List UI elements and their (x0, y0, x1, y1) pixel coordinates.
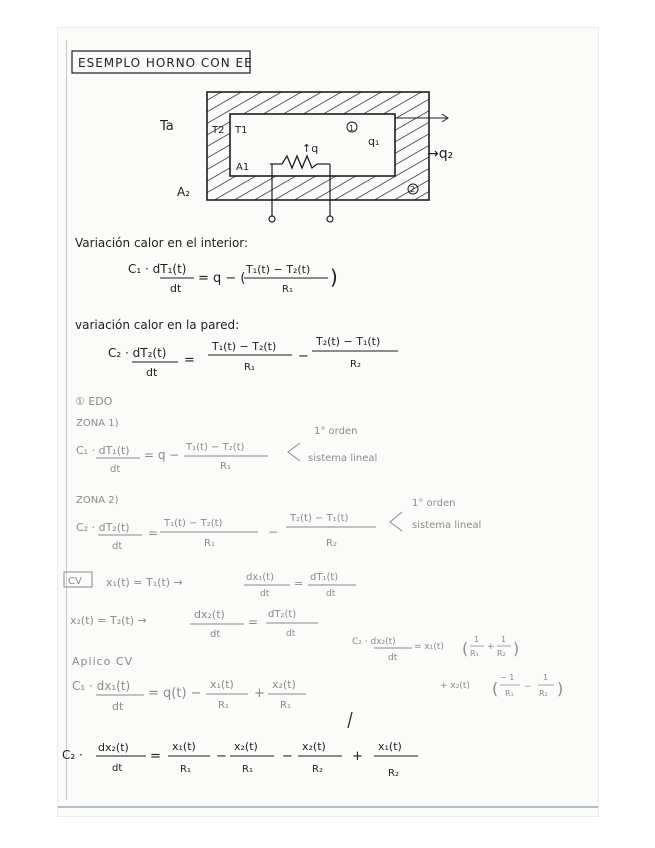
svg-text:1: 1 (543, 673, 549, 682)
area-a2-label: A₂ (177, 185, 191, 199)
oven-diagram (159, 92, 453, 222)
note-first-order-1: 1° orden (314, 426, 358, 437)
svg-text:R₁: R₁ (220, 461, 231, 472)
svg-text:R₂: R₂ (350, 359, 361, 370)
svg-text:(: ( (492, 679, 499, 698)
svg-text:= q(t) −: = q(t) − (148, 686, 202, 701)
svg-text:C₂ · dT₂(t): C₂ · dT₂(t) (108, 346, 167, 360)
svg-text:T₁(t) − T₂(t): T₁(t) − T₂(t) (246, 263, 311, 276)
svg-text:R₁: R₁ (244, 362, 255, 373)
svg-text:R₁: R₁ (204, 538, 215, 549)
page-title: ESEMPLO HORNO CON EE (78, 56, 253, 70)
svg-text:=: = (148, 526, 159, 540)
area-a1-label: A1 (236, 162, 250, 173)
svg-text:x₁(t) = T₁(t) →: x₁(t) = T₁(t) → (106, 576, 183, 589)
edo-equation-2 (76, 498, 481, 552)
svg-text:= q −: = q − (144, 448, 180, 462)
svg-text:dt: dt (146, 366, 158, 379)
svg-text:R₂: R₂ (388, 768, 399, 779)
svg-text:T₁(t) − T₂(t): T₁(t) − T₂(t) (186, 442, 245, 453)
svg-text:+: + (254, 686, 265, 701)
svg-text:dT₁(t): dT₁(t) (310, 572, 339, 583)
cv-right-equation (352, 635, 563, 698)
aplico-cv-label: Aplico CV (72, 655, 134, 668)
svg-text:dx₁(t): dx₁(t) (246, 572, 274, 583)
svg-text:C₁ · dT₁(t): C₁ · dT₁(t) (76, 444, 130, 457)
edo-equation-1 (76, 426, 377, 475)
svg-text:R₁: R₁ (282, 284, 293, 295)
wall-temp-label: T2 (212, 125, 225, 136)
edo-label: ① EDO (75, 395, 113, 408)
zona-1-label: ZONA 1) (76, 418, 119, 429)
heat-flow-q2: →q₂ (427, 146, 454, 162)
svg-text:(: ( (462, 639, 469, 658)
svg-text:−: − (298, 349, 309, 364)
svg-text:dt: dt (112, 700, 124, 713)
section-wall-heading: variación calor en la pared: (75, 318, 240, 332)
equation-wall (108, 335, 398, 379)
svg-text:−: − (282, 749, 293, 764)
cv-equation-4 (62, 740, 418, 779)
svg-text:C₂ · dx₂(t): C₂ · dx₂(t) (352, 637, 396, 647)
svg-text:dt: dt (110, 464, 121, 475)
svg-text:+: + (352, 749, 363, 764)
svg-text:R₂: R₂ (497, 649, 506, 658)
svg-text:R₁: R₁ (242, 764, 253, 775)
svg-text:1: 1 (474, 635, 480, 644)
svg-text:1: 1 (501, 635, 507, 644)
interior-temp-label: T1 (235, 125, 248, 136)
svg-text:dt: dt (170, 282, 182, 295)
note-linear-system-2: sistema lineal (412, 520, 482, 531)
svg-text:R₁: R₁ (280, 700, 291, 711)
svg-text:dt: dt (112, 541, 123, 552)
svg-text:+: + (487, 642, 495, 652)
svg-text:): ) (557, 679, 564, 698)
svg-text:C₂ · dT₂(t): C₂ · dT₂(t) (76, 521, 130, 534)
svg-text:R₁: R₁ (180, 764, 191, 775)
svg-text:R₁: R₁ (505, 689, 514, 698)
svg-text:x₂(t): x₂(t) (234, 740, 258, 753)
svg-text:−: − (268, 525, 279, 539)
svg-text:R₁: R₁ (470, 649, 479, 658)
svg-text:R₁: R₁ (218, 700, 229, 711)
svg-text:R₂: R₂ (539, 689, 548, 698)
note-first-order-2: 1° orden (412, 498, 456, 509)
svg-text:dt: dt (388, 653, 398, 663)
svg-text:T₁(t) − T₂(t): T₁(t) − T₂(t) (212, 340, 277, 353)
svg-text:R₂: R₂ (312, 764, 323, 775)
svg-text:x₁(t): x₁(t) (210, 678, 234, 691)
svg-text:dt: dt (286, 629, 296, 639)
heat-source-q: ↑q (302, 142, 319, 155)
svg-text:T₂(t) − T₁(t): T₂(t) − T₁(t) (316, 335, 381, 348)
svg-text:x₂(t): x₂(t) (272, 678, 296, 691)
terminal-left (269, 216, 275, 222)
svg-text:−: − (216, 749, 227, 764)
svg-text:+ x₂(t): + x₂(t) (440, 681, 470, 691)
terminal-right (327, 216, 333, 222)
svg-text:− 1: − 1 (500, 673, 515, 682)
svg-text:= x₁(t): = x₁(t) (414, 642, 444, 652)
heat-flow-q1: q₁ (368, 135, 380, 148)
svg-text:=: = (294, 577, 304, 590)
svg-text:dt: dt (112, 763, 123, 774)
svg-text:=: = (184, 353, 195, 368)
svg-text:T₂(t) − T₁(t): T₂(t) − T₁(t) (290, 513, 349, 524)
svg-text:): ) (330, 265, 338, 289)
svg-text:x₂(t): x₂(t) (302, 740, 326, 753)
svg-text:C₂ ·: C₂ · (62, 748, 83, 762)
section-interior-heading: Variación calor en el interior: (75, 236, 249, 250)
svg-text:dt: dt (210, 629, 221, 640)
cv-line-1 (106, 572, 356, 599)
svg-text:T₁(t) − T₂(t): T₁(t) − T₂(t) (164, 518, 223, 529)
cv-label: CV (68, 576, 82, 587)
svg-text:dx₂(t): dx₂(t) (98, 741, 129, 754)
zone-2-marker: 2 (410, 185, 416, 194)
svg-text:x₁(t): x₁(t) (172, 740, 196, 753)
svg-text:x₂(t) = T₂(t) →: x₂(t) = T₂(t) → (70, 614, 147, 627)
equation-interior (128, 262, 338, 295)
svg-text:=: = (150, 749, 161, 764)
zone-1-marker: 1 (349, 124, 355, 133)
svg-text:=: = (248, 615, 259, 629)
svg-text:dx₂(t): dx₂(t) (194, 608, 225, 621)
cv-line-2 (70, 608, 318, 640)
cv-equation-3 (72, 678, 306, 713)
svg-text:C₁ · dT₁(t): C₁ · dT₁(t) (128, 262, 187, 276)
svg-text:dt: dt (260, 589, 270, 599)
svg-text:−: − (524, 682, 532, 692)
svg-text:R₂: R₂ (326, 538, 337, 549)
svg-text:C₁ · dx₁(t): C₁ · dx₁(t) (72, 679, 131, 693)
svg-text:= q − (: = q − ( (198, 271, 246, 286)
note-linear-system-1: sistema lineal (308, 453, 378, 464)
ambient-temp-label: Ta (160, 119, 174, 134)
svg-text:dt: dt (326, 589, 336, 599)
svg-text:dT₂(t): dT₂(t) (268, 609, 297, 620)
svg-text:): ) (513, 639, 520, 658)
zona-2-label: ZONA 2) (76, 495, 119, 506)
svg-text:x₁(t): x₁(t) (378, 740, 402, 753)
